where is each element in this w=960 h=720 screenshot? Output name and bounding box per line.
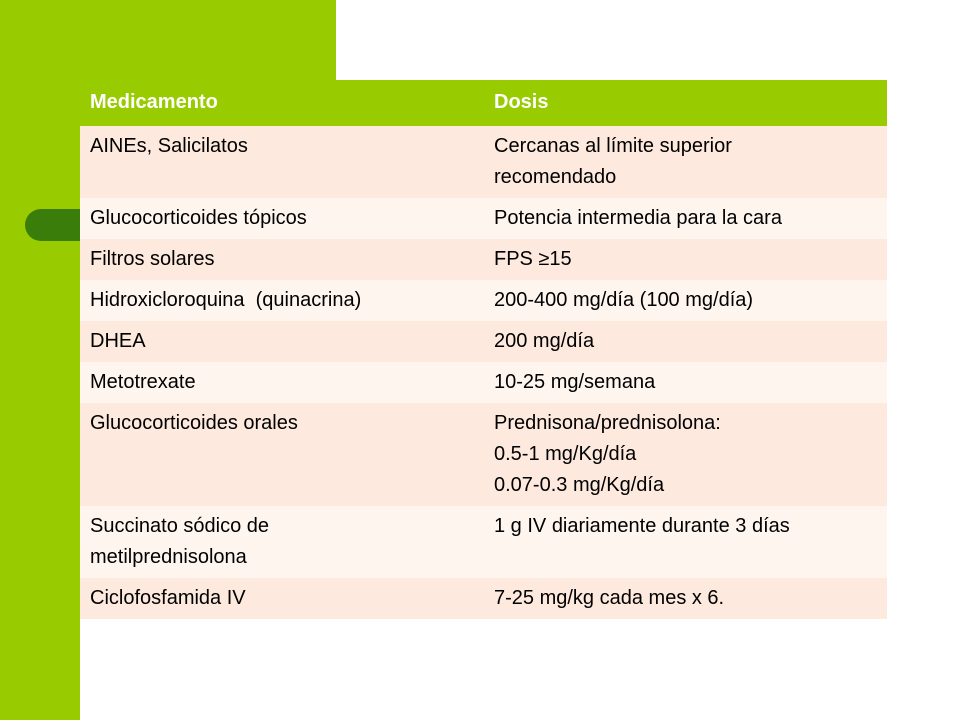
dosis-cell [494, 239, 887, 280]
table-row [80, 126, 887, 198]
medicamento-cell-line: Ciclofosfamida IV [90, 587, 246, 609]
dosis-cell-line: recomendado [494, 166, 617, 188]
medicamento-cell [80, 403, 494, 506]
table-row [80, 280, 887, 321]
table-row [80, 506, 887, 578]
table-header-row [80, 80, 887, 126]
medicamento-cell-line: Hidroxicloroquina (quinacrina) [90, 289, 362, 311]
table-row [80, 239, 887, 280]
table-row [80, 362, 887, 403]
table-row [80, 578, 887, 619]
dosis-cell [494, 198, 887, 239]
medication-table [80, 80, 887, 619]
dosis-cell [494, 506, 887, 578]
dosis-cell-line: Cercanas al límite superior [494, 135, 732, 157]
medicamento-cell [80, 362, 494, 403]
dosis-cell-line: FPS ≥15 [494, 248, 572, 270]
dosis-cell [494, 280, 887, 321]
medicamento-cell [80, 126, 494, 198]
dosis-cell-line: 0.5-1 mg/Kg/día [494, 443, 637, 465]
medicamento-cell [80, 239, 494, 280]
dosis-cell-line: 200 mg/día [494, 330, 595, 352]
medicamento-cell-line: metilprednisolona [90, 546, 247, 568]
medicamento-cell-line: DHEA [90, 330, 146, 352]
medicamento-cell-line: Metotrexate [90, 371, 196, 393]
table-row [80, 403, 887, 506]
top-accent-block [0, 0, 336, 80]
medicamento-cell [80, 578, 494, 619]
header-medicamento: Medicamento [80, 80, 494, 126]
dosis-cell-line: 1 g IV diariamente durante 3 días [494, 515, 790, 537]
dosis-cell-line: 200-400 mg/día (100 mg/día) [494, 289, 754, 311]
dosis-cell [494, 362, 887, 403]
dosis-cell [494, 321, 887, 362]
medicamento-cell-line: Succinato sódico de [90, 515, 270, 537]
header-dosis: Dosis [494, 80, 887, 126]
dosis-cell-line: Prednisona/prednisolona: [494, 412, 721, 434]
dosis-cell [494, 126, 887, 198]
dosis-cell [494, 578, 887, 619]
dosis-cell-line: 7-25 mg/kg cada mes x 6. [494, 587, 725, 609]
dosis-cell-line: 0.07-0.3 mg/Kg/día [494, 474, 665, 496]
medicamento-cell-line: Glucocorticoides tópicos [90, 207, 307, 229]
medicamento-cell [80, 506, 494, 578]
dosis-cell-line: 10-25 mg/semana [494, 371, 656, 393]
medicamento-cell-line: Filtros solares [90, 248, 215, 270]
left-accent-bar [0, 0, 80, 720]
dosis-cell-line: Potencia intermedia para la cara [494, 207, 782, 229]
table-body [80, 126, 887, 619]
table-row [80, 198, 887, 239]
medicamento-cell [80, 280, 494, 321]
table-row [80, 321, 887, 362]
medicamento-cell-line: Glucocorticoides orales [90, 412, 298, 434]
medicamento-cell [80, 198, 494, 239]
medicamento-cell-line: AINEs, Salicilatos [90, 135, 248, 157]
side-tab-decoration [25, 209, 83, 241]
medicamento-cell [80, 321, 494, 362]
dosis-cell [494, 403, 887, 506]
